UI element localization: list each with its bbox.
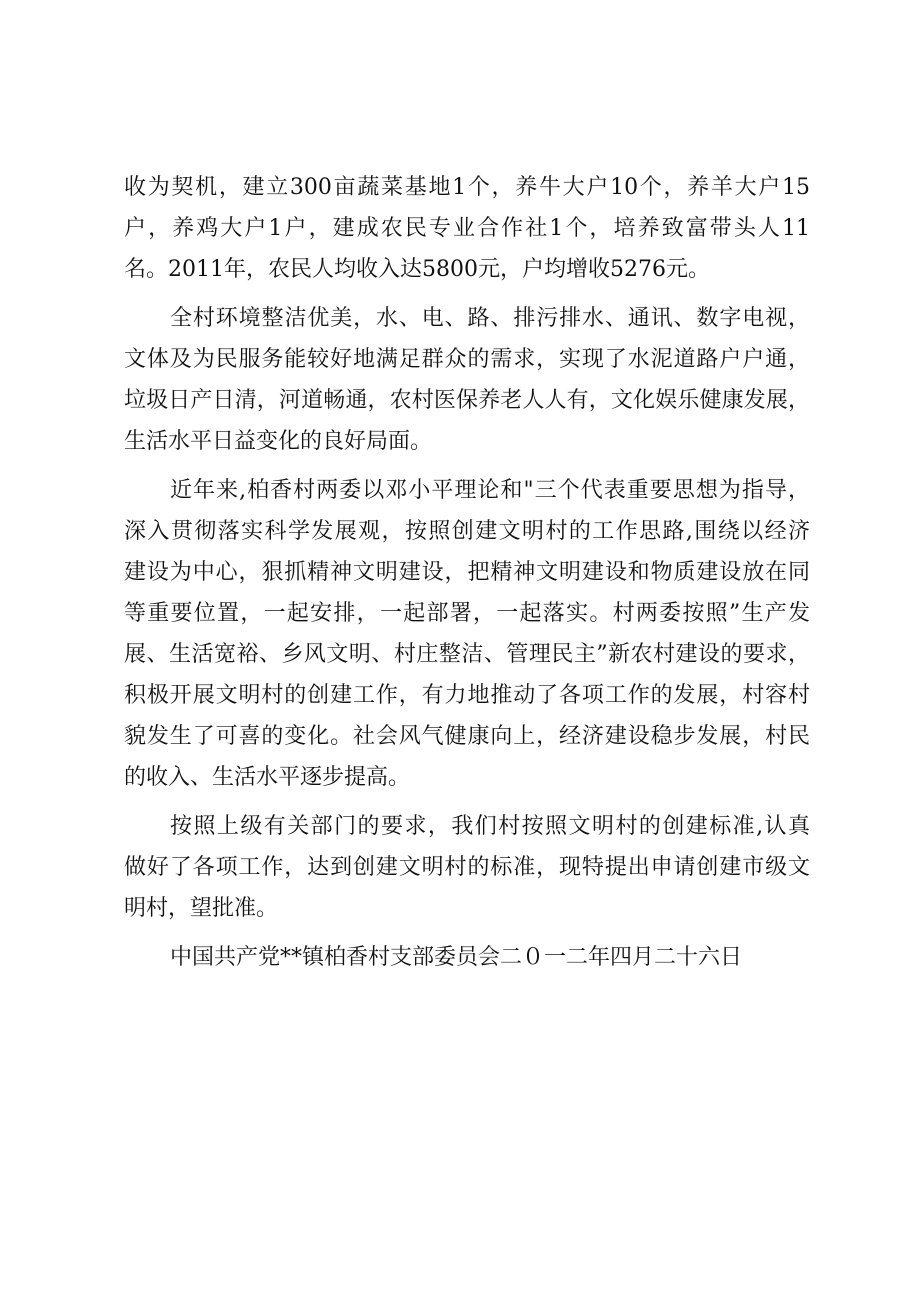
text-line: 等重要位置，一起安排，一起部署，一起落实。村两委按照”生产发 bbox=[124, 601, 810, 626]
text-line: 中国共产党**镇柏香村支部委员会二０一二年四月二十六日 bbox=[170, 945, 743, 970]
paragraph-environment bbox=[124, 298, 810, 462]
text-line: 明村，望批准。 bbox=[124, 896, 279, 921]
text-line: 建设为中心，狠抓精神文明建设，把精神文明建设和物质建设放在同 bbox=[124, 560, 810, 585]
text-line: 近年来,柏香村两委以邓小平理论和"三个代表重要思想为指导， bbox=[170, 478, 810, 503]
paragraph-application bbox=[124, 806, 810, 929]
document-body bbox=[124, 167, 810, 986]
text-line: 全村环境整洁优美，水、电、路、排污排水、通讯、数字电视， bbox=[170, 306, 810, 331]
text-line: 展、生活宽裕、乡风文明、村庄整洁、管理民主”新农村建设的要求， bbox=[124, 642, 810, 667]
text-line: 做好了各项工作，达到创建文明村的标准，现特提出申请创建市级文 bbox=[124, 855, 810, 880]
paragraph-recent-years bbox=[124, 470, 810, 798]
text-line: 垃圾日产日清，河道畅通，农村医保养老人人有，文化娱乐健康发展， bbox=[124, 388, 810, 413]
text-line: 文体及为民服务能较好地满足群众的需求，实现了水泥道路户户通， bbox=[124, 347, 810, 372]
text-line: 按照上级有关部门的要求，我们村按照文明村的创建标准,认真 bbox=[170, 814, 810, 839]
text-line: 积极开展文明村的创建工作，有力地推动了各项工作的发展，村容村 bbox=[124, 683, 810, 708]
text-line: 名。2011年，农民人均收入达5800元，户均增收5276元。 bbox=[124, 257, 710, 282]
text-line: 生活水平日益变化的良好局面。 bbox=[124, 429, 433, 454]
text-line: 户，养鸡大户1户，建成农民专业合作社1个，培养致富带头人11 bbox=[124, 216, 810, 241]
text-line: 收为契机，建立300亩蔬菜基地1个，养牛大户10个，养羊大户15 bbox=[124, 175, 810, 200]
text-line: 的收入、生活水平逐步提高。 bbox=[124, 765, 411, 790]
text-line: 深入贯彻落实科学发展观，按照创建文明村的工作思路,围绕以经济 bbox=[124, 519, 810, 544]
paragraph-income-stats bbox=[124, 167, 810, 290]
text-line: 貌发生了可喜的变化。社会风气健康向上，经济建设稳步发展，村民 bbox=[124, 724, 810, 749]
signature-date-line bbox=[124, 937, 810, 978]
